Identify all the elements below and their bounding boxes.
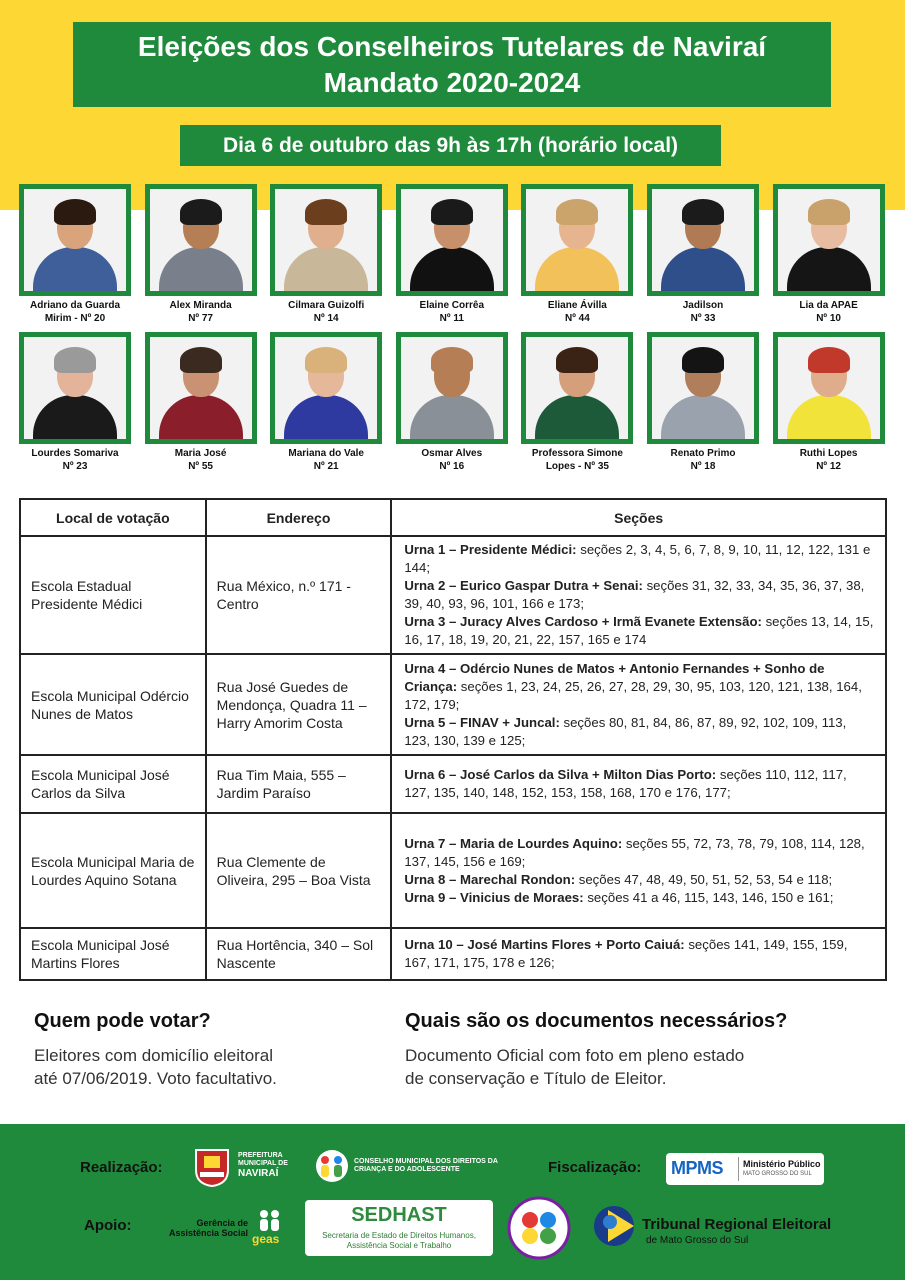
geas-wordmark: geas [252,1232,280,1246]
candidate-name-line-1: Eliane Ávilla [547,300,607,311]
candidate-number: Nº 10 [816,313,841,324]
candidate-number: Nº 16 [439,461,465,472]
header-secoes: Seções [391,499,886,536]
sedhast-line-2: Assistência Social e Trabalho [346,1241,452,1250]
candidate-photo [521,184,633,296]
candidate-card [396,184,508,325]
cell-secoes [391,755,886,813]
candidate-card [647,332,759,473]
sedhast-logo [305,1200,493,1256]
candidate-number: Nº 18 [690,461,716,472]
candidate-photo [647,332,759,444]
conselho-logo-text [354,1158,498,1174]
urna-label: Urna 10 – José Martins Flores + Porto Caiuá: [404,937,685,952]
candidate-number: Mirim - Nº 20 [44,313,106,324]
cell-local: Escola Municipal Odércio Nunes de Matos [20,654,206,755]
photo-hair-shape [305,199,347,225]
sedhast-subtitle [305,1231,493,1251]
cell-secoes [391,928,886,980]
photo-hair-shape [180,199,222,225]
table-row [20,813,886,928]
prefeitura-crest-icon [192,1146,232,1188]
urna-sections: seções 13, 14, 15, 16, 17, 18, 19, 20, 21, 22, 157, 165 e 174 [404,614,874,647]
urna-sections: seções 80, 81, 84, 86, 87, 89, 92, 102, 109, 113, 123, 130, 139 e 125; [404,714,847,748]
candidate-card [773,332,885,473]
candidate-name [773,447,885,473]
cell-local: Escola Municipal Maria de Lourdes Aquino Sotana [20,813,206,928]
candidate-name [19,447,131,473]
candidate-photo [396,184,508,296]
urna-entry [404,936,875,972]
photo-hair-shape [556,199,598,225]
candidate-card [145,184,257,325]
candidate-card [396,332,508,473]
cell-secoes [391,813,886,928]
realizacao-label: Realização: [80,1159,163,1176]
candidate-number: Nº 44 [565,313,590,324]
documents-title: Quais são os documentos necessários? [405,1010,788,1032]
who-can-vote-title: Quem pode votar? [34,1010,211,1032]
candidate-name [145,299,257,325]
candidate-number: Nº 33 [690,313,716,324]
urna-label: Urna 9 – Vinicius de Moraes: [404,889,584,905]
candidate-name-line-1: Adriano da Guarda [29,300,120,311]
table-row [20,928,886,980]
photo-hair-shape [682,199,724,225]
table-row [20,536,886,654]
candidate-name-line-1: Osmar Alves [421,448,483,459]
hands-circle-logo-icon [506,1196,572,1260]
candidates-row-1 [19,184,889,324]
candidate-card [521,184,633,325]
prefeitura-line-3: NAVIRAÍ [238,1168,279,1179]
candidate-photo [396,332,508,444]
candidate-photo [145,184,257,296]
candidate-name-line-1: Professora Simone [531,448,623,459]
photo-hair-shape [54,347,96,373]
cell-local: Escola Municipal José Carlos da Silva [20,755,206,813]
photo-hair-shape [682,347,724,373]
urna-sections: seções 41 a 46, 115, 143, 146, 150 e 161; [583,889,834,905]
voting-locations-table [19,498,887,981]
candidate-number: Nº 77 [188,313,213,324]
urna-entry [404,714,875,750]
conselho-children-icon [312,1148,352,1184]
prefeitura-line-1: PREFEITURA [238,1152,283,1159]
candidate-name-line-1: Maria José [174,448,227,459]
cell-endereco: Rua México, n.º 171 - Centro [206,536,392,654]
candidate-photo [773,184,885,296]
candidate-name [773,299,885,325]
candidate-name-line-1: Lia da APAE [799,300,858,311]
urna-entry [404,541,875,577]
photo-hair-shape [556,347,598,373]
urna-entry [404,871,875,889]
candidate-photo [521,332,633,444]
cell-secoes [391,654,886,755]
urna-sections: seções 47, 48, 49, 50, 51, 52, 53, 54 e 118; [575,871,833,887]
urna-sections: seções 55, 72, 73, 78, 79, 108, 114, 128, 137, 145, 156 e 169; [404,835,865,869]
urna-entry [404,835,875,871]
candidate-card [773,184,885,325]
mpms-logo [666,1153,824,1185]
candidate-name [396,299,508,325]
candidate-name-line-1: Alex Miranda [169,300,232,311]
urna-sections: seções 141, 149, 155, 159, 167, 171, 175, 178 e 126; [404,937,848,970]
mpms-divider [738,1157,739,1181]
cell-endereco: Rua Hortência, 340 – Sol Nascente [206,928,392,980]
urna-sections: seções 31, 32, 33, 34, 35, 36, 37, 38, 39, 40, 93, 96, 101, 166 e 173; [404,578,865,611]
candidate-number: Lopes - Nº 35 [545,461,609,472]
geas-line-2: Assistência Social [168,1228,248,1238]
mpms-wordmark: MPMS [671,1158,723,1178]
candidate-name [521,447,633,473]
candidate-photo [270,332,382,444]
table-row [20,654,886,755]
photo-hair-shape [808,199,850,225]
urna-label: Urna 5 – FINAV + Juncal: [404,714,560,730]
fiscalizacao-label: Fiscalização: [548,1159,642,1176]
photo-hair-shape [305,347,347,373]
cell-local: Escola Estadual Presidente Médici [20,536,206,654]
candidate-name-line-1: Elaine Corrêa [419,300,485,311]
candidate-name-line-1: Renato Primo [670,448,736,459]
header-endereco: Endereço [206,499,392,536]
docs-line-2: de conservação e Título de Eleitor. [405,1069,667,1088]
candidate-name [270,447,382,473]
sedhast-line-1: Secretaria de Estado de Direitos Humanos, [322,1231,476,1240]
title-line-2: Mandato 2020-2024 [323,67,581,98]
footer-sponsors [0,1124,905,1280]
urna-entry [404,889,875,907]
candidate-card [270,184,382,325]
candidate-name-line-1: Jadilson [682,300,724,311]
candidate-card [521,332,633,473]
mpms-line-2: MATO GROSSO DO SUL [743,1171,812,1177]
candidate-photo [773,332,885,444]
urna-sections: seções 110, 112, 117, 127, 135, 140, 148, 152, 153, 158, 168, 170 e 176, 177; [404,767,847,800]
conselho-line-2: CRIANÇA E DO ADOLESCENTE [354,1166,460,1173]
cell-local: Escola Municipal José Martins Flores [20,928,206,980]
photo-hair-shape [431,199,473,225]
candidate-name [270,299,382,325]
cell-endereco: Rua Clemente de Oliveira, 295 – Boa Vista [206,813,392,928]
candidate-name [647,447,759,473]
cell-endereco: Rua Tim Maia, 555 – Jardim Paraíso [206,755,392,813]
urna-entry [404,660,875,714]
candidate-photo [145,332,257,444]
candidate-photo [19,184,131,296]
tre-emblem-icon [590,1202,638,1250]
candidate-number: Nº 12 [816,461,841,472]
candidate-name-line-1: Cilmara Guizolfi [288,300,365,311]
candidate-name-line-1: Lourdes Somariva [31,448,119,459]
urna-entry [404,577,875,613]
table-row [20,755,886,813]
sedhast-wordmark: SEDHAST [351,1204,447,1226]
candidate-card [19,184,131,325]
tre-line-2: de Mato Grosso do Sul [646,1235,749,1246]
geas-line-1: Gerência de [196,1218,248,1228]
candidate-photo [270,184,382,296]
mpms-line-1: Ministério Público [743,1159,821,1169]
page-title [73,22,831,107]
photo-hair-shape [808,347,850,373]
conselho-line-1: CONSELHO MUNICIPAL DOS DIREITOS DA [354,1158,498,1165]
urna-entry [404,766,875,802]
candidate-name-line-1: Mariana do Vale [288,448,364,459]
candidate-number: Nº 14 [313,313,339,324]
candidate-photo [19,332,131,444]
urna-label: Urna 6 – José Carlos da Silva + Milton Dias Porto: [404,767,717,782]
candidate-photo [647,184,759,296]
header-local: Local de votação [20,499,206,536]
urna-entry [404,613,875,649]
candidate-card [270,332,382,473]
title-line-1: Eleições dos Conselheiros Tutelares de Naviraí [137,31,767,62]
apoio-label: Apoio: [84,1217,132,1234]
urna-sections: seções 1, 23, 24, 25, 26, 27, 28, 29, 30, 95, 103, 120, 121, 138, 164, 172, 179; [404,678,862,712]
tre-line-1: Tribunal Regional Eleitoral [642,1216,832,1233]
candidate-name [19,299,131,325]
urna-sections: seções 2, 3, 4, 5, 6, 7, 8, 9, 10, 11, 12, 122, 131 e 144; [404,542,871,575]
urna-label: Urna 8 – Marechal Rondon: [404,871,576,887]
candidate-number: Nº 21 [313,461,339,472]
urna-label: Urna 4 – Odércio Nunes de Matos + Antonio Fernandes + Sonho de Criança: [404,660,825,694]
photo-hair-shape [431,347,473,373]
candidate-number: Nº 11 [439,313,464,324]
candidate-name [396,447,508,473]
docs-line-1: Documento Oficial com foto em pleno estado [405,1046,745,1065]
photo-hair-shape [180,347,222,373]
candidate-number: Nº 23 [62,461,88,472]
candidate-card [145,332,257,473]
table-header-row [20,499,886,536]
prefeitura-logo-text [238,1152,288,1179]
prefeitura-line-2: MUNICIPAL DE [238,1160,288,1167]
urna-label: Urna 1 – Presidente Médici: [404,542,577,557]
candidate-number: Nº 55 [188,461,213,472]
geas-people-icon [254,1208,284,1234]
candidate-name [647,299,759,325]
candidate-card [647,184,759,325]
candidate-name [145,447,257,473]
documents-text [405,1044,744,1090]
cell-secoes [391,536,886,654]
candidates-row-2 [19,332,889,472]
photo-hair-shape [54,199,96,225]
candidate-name [521,299,633,325]
who-can-vote-text [34,1044,277,1090]
who-line-2: até 07/06/2019. Voto facultativo. [34,1069,277,1088]
urna-label: Urna 2 – Eurico Gaspar Dutra + Senai: [404,578,643,593]
urna-label: Urna 3 – Juracy Alves Cardoso + Irmã Evanete Extensão: [404,614,762,629]
who-line-1: Eleitores com domicílio eleitoral [34,1046,274,1065]
cell-endereco: Rua José Guedes de Mendonça, Quadra 11 – Harry Amorim Costa [206,654,392,755]
candidate-name-line-1: Ruthi Lopes [799,448,858,459]
urna-label: Urna 7 – Maria de Lourdes Aquino: [404,835,623,851]
candidate-card [19,332,131,473]
election-date: Dia 6 de outubro das 9h às 17h (horário local) [180,125,721,166]
geas-text [160,1218,248,1238]
